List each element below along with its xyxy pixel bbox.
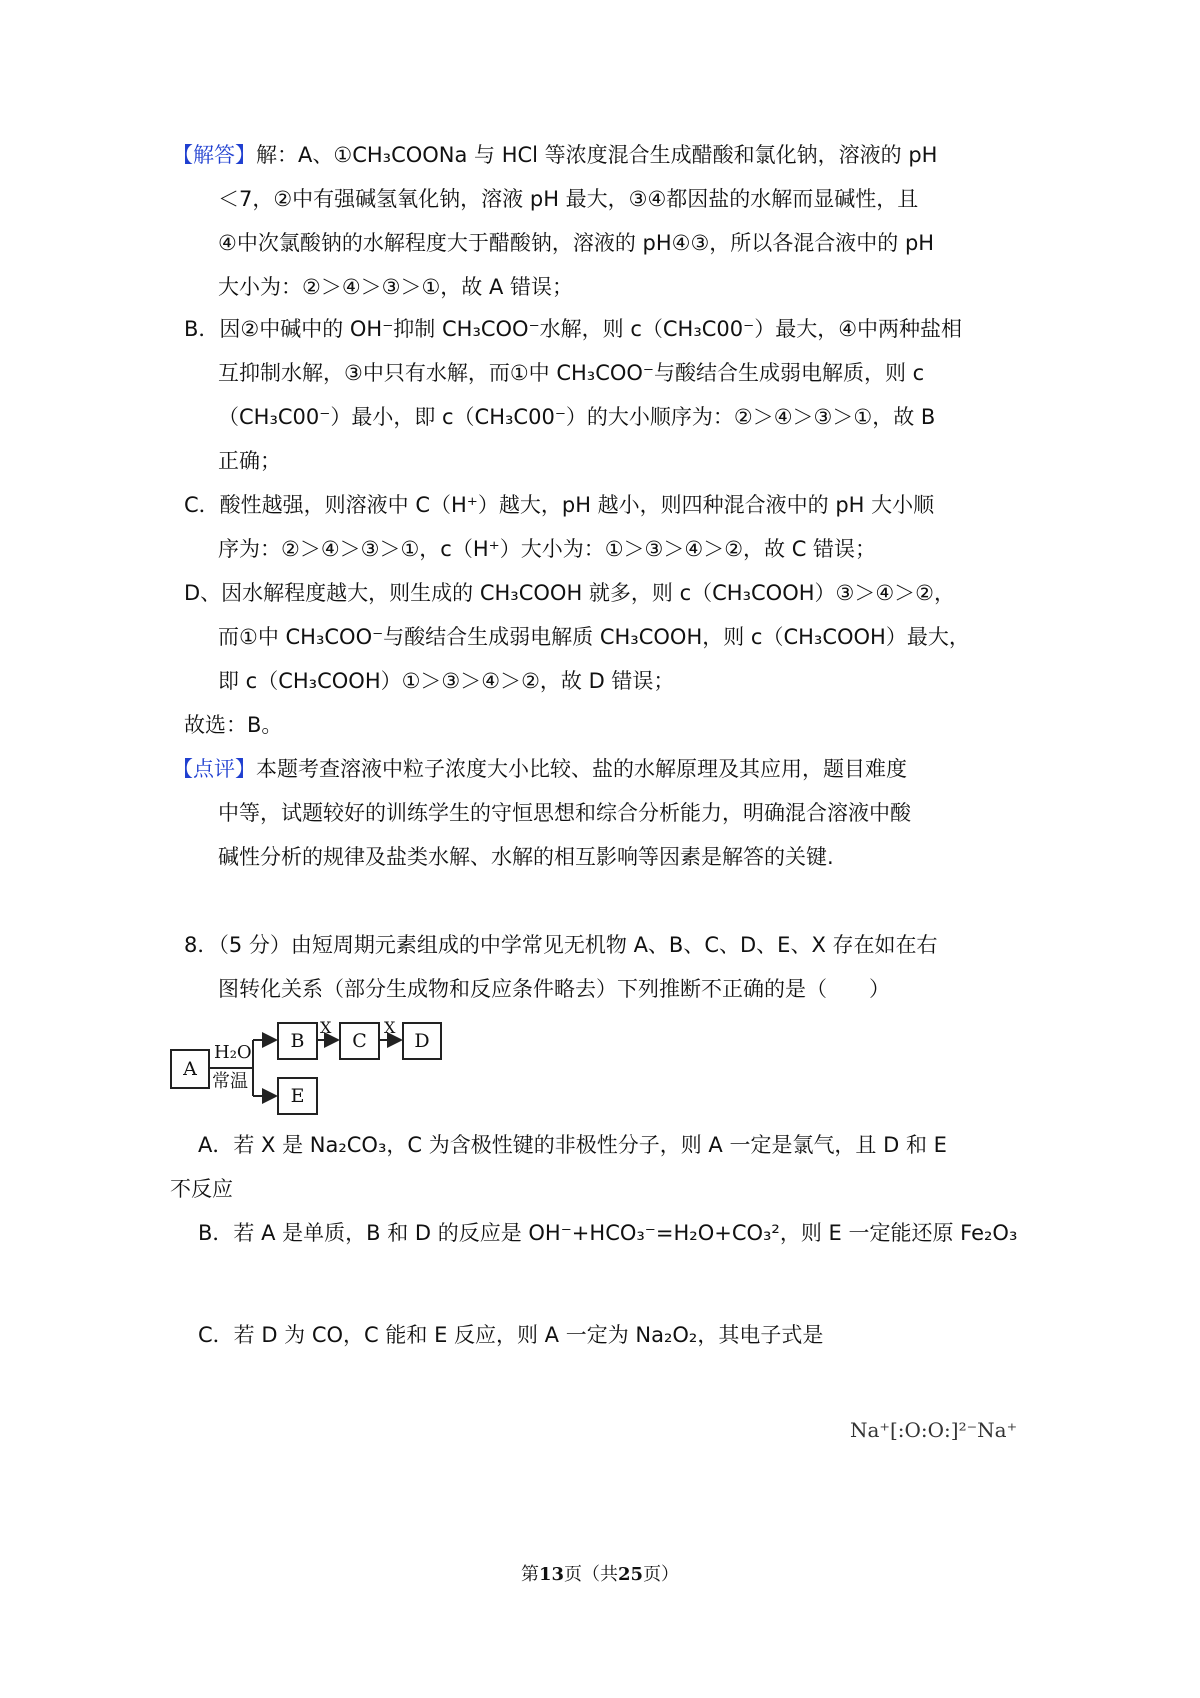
solution-d-line-1: D、因水解程度越大，则生成的 CH₃COOH 就多，则 c（CH₃COOH）③＞④＞②， xyxy=(184,581,955,605)
solution-tag: 【解答】 xyxy=(172,143,256,167)
electron-formula: Na⁺[:O:O:]²⁻Na⁺ xyxy=(850,1418,1018,1442)
solution-line-1: 【解答】解：A、①CH₃COONa 与 HCl 等浓度混合生成醋酸和氯化钠，溶液的 pH xyxy=(172,143,938,167)
solution-c-line-2: 序为：②＞④＞③＞①，c（H⁺）大小为：①＞③＞④＞②，故 C 错误； xyxy=(218,537,877,561)
comment-line-3: 碱性分析的规律及盐类水解、水解的相互影响等因素是解答的关键. xyxy=(218,845,834,869)
comment-line-1: 【点评】本题考查溶液中粒子浓度大小比较、盐的水解原理及其应用，题目难度 xyxy=(172,757,907,781)
solution-b-line-2: 互抑制水解，③中只有水解，而①中 CH₃COO⁻与酸结合生成弱电解质，则 c xyxy=(218,361,925,385)
box-b: B xyxy=(277,1022,318,1060)
comment-line-2: 中等，试题较好的训练学生的守恒思想和综合分析能力，明确混合溶液中酸 xyxy=(218,801,911,825)
solution-line-4: 大小为：②＞④＞③＞①，故 A 错误； xyxy=(218,275,574,299)
box-a: A xyxy=(170,1049,210,1089)
solution-b-line-3: （CH₃C00⁻）最小，即 c（CH₃C00⁻）的大小顺序为：②＞④＞③＞①，故 B xyxy=(218,405,936,429)
box-e: E xyxy=(277,1077,318,1115)
solution-choice: 故选：B。 xyxy=(184,713,283,737)
question-line-2: 图转化关系（部分生成物和反应条件略去）下列推断不正确的是（ ） xyxy=(218,977,890,1001)
page-total: 25 xyxy=(618,1564,644,1585)
option-a-line-2: 不反应 xyxy=(170,1177,233,1201)
solution-b-line-1: B．因②中碱中的 OH⁻抑制 CH₃COO⁻水解，则 c（CH₃C00⁻）最大，④中两种盐相 xyxy=(184,317,963,341)
solution-line-3: ④中次氯酸钠的水解程度大于醋酸钠，溶液的 pH④③，所以各混合液中的 pH xyxy=(218,231,935,255)
box-d: D xyxy=(402,1022,442,1060)
option-b: B．若 A 是单质，B 和 D 的反应是 OH⁻+HCO₃⁻=H₂O+CO₃²，则 E 一定能还原 Fe₂O₃ xyxy=(198,1221,1018,1245)
comment-tag: 【点评】 xyxy=(172,757,256,781)
option-a-line-1: A．若 X 是 Na₂CO₃，C 为含极性键的非极性分子，则 A 一定是氯气，且 D 和 E xyxy=(198,1133,947,1157)
option-c: C．若 D 为 CO，C 能和 E 反应，则 A 一定为 Na₂O₂，其电子式是 xyxy=(198,1323,824,1347)
solution-d-line-2: 而①中 CH₃COO⁻与酸结合生成弱电解质 CH₃COOH，则 c（CH₃COOH）最大， xyxy=(218,625,970,649)
solution-c-line-1: C．酸性越强，则溶液中 C（H⁺）越大，pH 越小，则四种混合液中的 pH 大小顺 xyxy=(184,493,935,517)
box-c: C xyxy=(339,1022,380,1060)
reagent-label: H₂O xyxy=(214,1042,252,1063)
solution-b-line-4: 正确； xyxy=(218,449,281,473)
page-footer: 第13页（共25页） xyxy=(520,1564,680,1585)
reagent-x-1: X xyxy=(320,1018,332,1037)
reagent-x-2: X xyxy=(384,1018,396,1037)
solution-d-line-3: 即 c（CH₃COOH）①＞③＞④＞②，故 D 错误； xyxy=(218,669,675,693)
condition-label: 常温 xyxy=(212,1071,248,1092)
question-line-1: 8．（5 分）由短周期元素组成的中学常见无机物 A、B、C、D、E、X 存在如在右 xyxy=(184,933,938,957)
solution-line-2: ＜7，②中有强碱氢氧化钠，溶液 pH 最大，③④都因盐的水解而显碱性，且 xyxy=(218,187,919,211)
page-number: 13 xyxy=(538,1564,564,1585)
